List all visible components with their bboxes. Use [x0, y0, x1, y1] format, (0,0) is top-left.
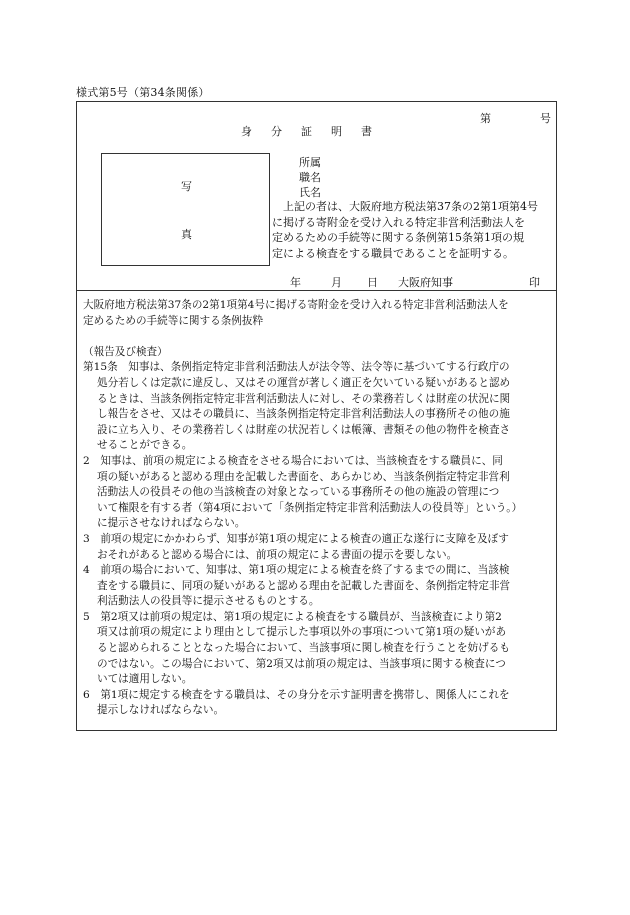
statement-line: に掲げる寄附金を受け入れる特定非営利活動法人を: [272, 215, 525, 229]
certification-statement: [272, 199, 557, 261]
title-char: 書: [361, 125, 372, 138]
field-position: 職名: [299, 171, 321, 184]
paragraph-4-line: 4 前項の場合において、知事は、第1項の規定による検査を終了するまでの間に、当該検: [83, 564, 510, 577]
photo-label-char: 真: [181, 228, 192, 241]
paragraph-5-line: のではない。この場合において、第2項又は前項の規定は、当該事項に関する検査につ: [97, 657, 506, 670]
paragraph-4-line: 利活動法人の役員等に提示させるものとする。: [97, 595, 320, 608]
paragraph-5-line: ると認められることとなった場合において、当該事項に関し検査を行うことを妨げるも: [97, 642, 510, 655]
number-suffix: 号: [540, 112, 551, 125]
paragraph-3-line: 3 前項の規定にかかわらず、知事が第1項の規定による検査の適正な遂行に支障を及ぼす: [83, 532, 509, 545]
article-15-line: し報告をさせ、又はその職員に、当該条例指定特定非営利活動法人の事務所その他の施: [97, 408, 510, 421]
statement-line: 定による検査をする職員であることを証明する。: [272, 246, 514, 260]
field-affiliation: 所属: [299, 156, 321, 169]
paragraph-2-line: に提示させなければならない。: [97, 517, 246, 530]
title-char: 明: [331, 125, 342, 138]
date-month: 月: [331, 276, 342, 289]
statement-line: 定めるための手続等に関する条例第15条第1項の規: [272, 231, 524, 245]
article-15-line: 処分若しくは定款に違反し、又はその運営が著しく適正を欠いている疑いがあると認め: [97, 376, 511, 389]
statement-line: 上記の者は、大阪府地方税法第37条の2第1項第4号: [283, 200, 538, 213]
article-15-line: 第15条 知事は、条例指定特定非営利活動法人が法令等、法令等に基づいてする行政庁の: [83, 361, 510, 374]
excerpt-heading-line: 大阪府地方税法第37条の2第1項第4号に掲げる寄附金を受け入れる特定非営利活動法人を: [83, 299, 509, 311]
seal-mark: 印: [529, 276, 540, 289]
paragraph-5-line: 項又は前項の規定により理由として提示した事項以外の事項について第1項の疑いがあ: [97, 626, 507, 639]
photo-label-char: 写: [181, 180, 192, 193]
title-char: 身: [241, 125, 252, 138]
number-prefix: 第: [480, 112, 491, 125]
section-caption: （報告及び検査）: [83, 345, 168, 358]
paragraph-5-line: いては適用しない。: [97, 673, 193, 686]
article-15-line: せることができる。: [97, 439, 193, 452]
issuer: 大阪府知事: [398, 276, 453, 289]
law-excerpt: [83, 298, 553, 719]
title-char: 証: [301, 125, 312, 138]
date-year: 年: [290, 276, 301, 289]
paragraph-2-line: 活動法人の役員その他の当該検査の対象となっている事務所その他の施設の管理につ: [97, 486, 500, 499]
paragraph-2-line: 2 知事は、前項の規定による検査をさせる場合においては、当該検査をする職員に、同: [83, 454, 503, 467]
article-15-line: るときは、当該条例指定特定非営利活動法人に対し、その業務若しくは財産の状況に関: [97, 392, 511, 405]
paragraph-6-line: 6 第1項に規定する検査をする職員は、その身分を示す証明書を携帯し、関係人にこれを: [83, 688, 510, 701]
photo-box: [101, 153, 270, 266]
paragraph-4-line: 査をする職員に、同項の疑いがあると認める理由を記載した書面を、条例指定特定非営: [97, 579, 511, 592]
document-frame: [76, 101, 557, 731]
excerpt-heading-line: 定めるための手続等に関する条例抜粋: [83, 314, 264, 327]
paragraph-2-line: 項の疑いがあると認める理由を記載した書面を、あらかじめ、当該条例指定特定非営利: [97, 470, 510, 483]
article-15-line: 設に立ち入り、その業務若しくは財産の状況若しくは帳簿、書類その他の物件を検査さ: [97, 423, 511, 436]
paragraph-5-line: 5 第2項又は前項の規定は、第1項の規定による検査をする職員が、当該検査により第2: [83, 610, 502, 623]
form-label: 様式第5号（第34条関係）: [76, 86, 210, 99]
title-char: 分: [271, 125, 282, 138]
certificate-title: [241, 123, 391, 139]
paragraph-6-line: 提示しなければならない。: [97, 704, 225, 717]
date-day: 日: [367, 276, 378, 289]
certificate-section: [77, 102, 556, 291]
paragraph-2-line: いて権限を有する者（第4項において「条例指定特定非営利活動法人の役員等」という。）: [97, 501, 523, 514]
paragraph-3-line: おそれがあると認める場合には、前項の規定による書面の提示を要しない。: [97, 548, 458, 561]
field-name: 氏名: [299, 186, 321, 199]
